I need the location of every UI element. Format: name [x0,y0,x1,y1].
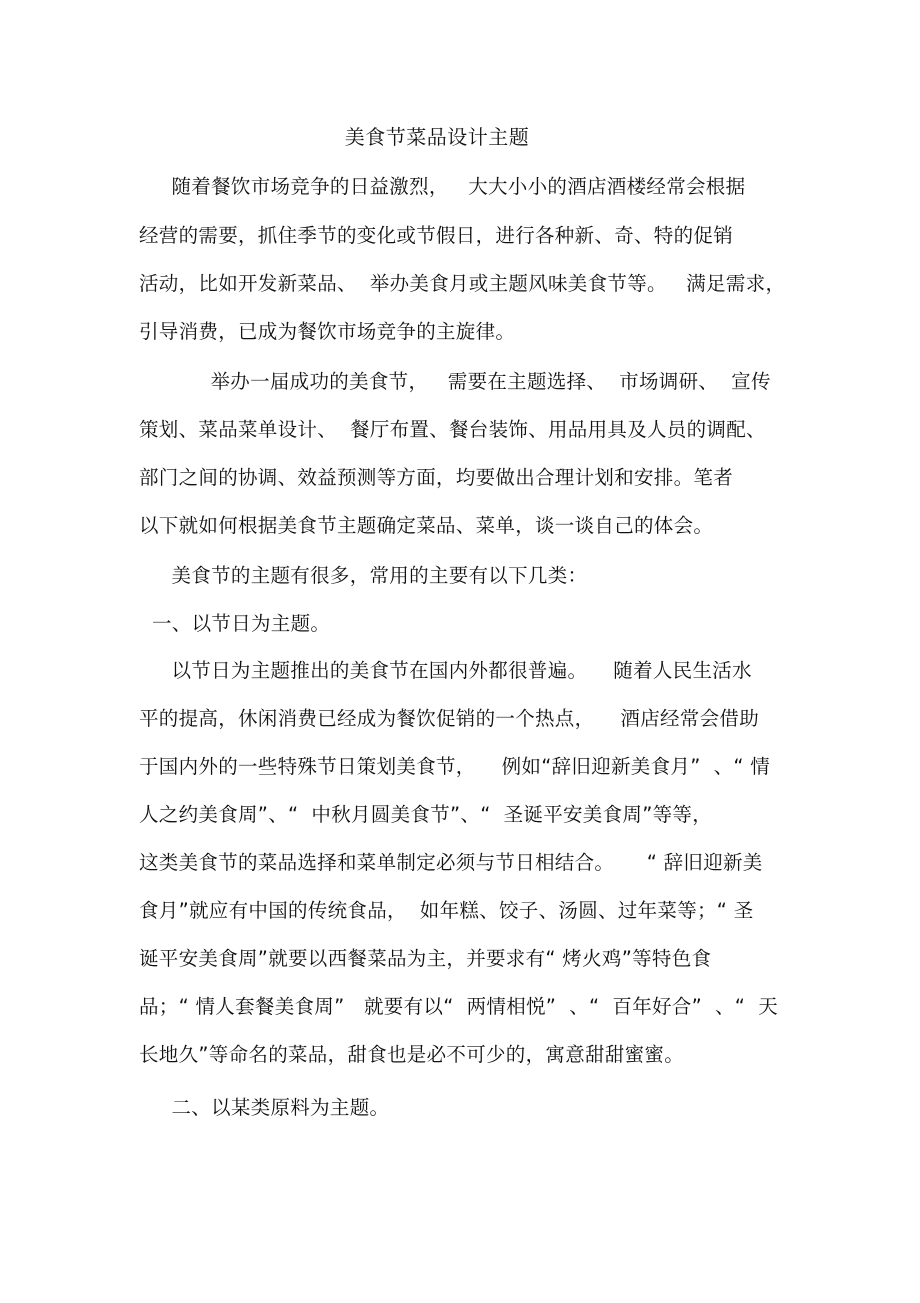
document-title: 美食节菜品设计主题 [344,125,530,149]
section-heading: 二、以某类原料为主题。 [139,1096,390,1119]
paragraph-line: 经营的需要，抓住季节的变化或节假日，进行各种新、奇、特的促销 [139,224,734,247]
paragraph-line: 诞平安美食周”就要以西餐菜品为主，并要求有“ 烤火鸡”等特色食 [139,947,712,970]
paragraph-line: 随着餐饮市场竞争的日益激烈， 大大小小的酒店酒楼经常会根据 [139,175,746,198]
paragraph-line: 平的提高，休闲消费已经成为餐饮促销的一个热点， 酒店经常会借助 [139,707,759,730]
paragraph-line: 引导消费，已成为餐饮市场竞争的主旋律。 [139,320,516,343]
paragraph-line: 这类美食节的菜品选择和菜单制定必须与节日相结合。 “ 辞旧迎新美 [139,851,763,874]
paragraph-line: 人之约美食周”、“ 中秋月圆美食节”、“ 圣诞平安美食周”等等， [139,803,713,826]
paragraph-line: 品；“ 情人套餐美食周” 就要有以“ 两情相悦” 、“ 百年好合” 、“ 天 [139,995,778,1018]
paragraph-line: 食月”就应有中国的传统食品， 如年糕、饺子、汤圆、过年菜等；“ 圣 [139,899,754,922]
paragraph-line: 于国内外的一些特殊节日策划美食节， 例如“辞旧迎新美食月” 、“ 情 [139,755,771,778]
paragraph-line: 策划、菜品菜单设计、 餐厅布置、餐台装饰、用品用具及人员的调配、 [139,418,766,441]
paragraph-line: 以下就如何根据美食节主题确定菜品、菜单，谈一谈自己的体会。 [139,514,714,537]
paragraph-line: 以节日为主题推出的美食节在国内外都很普遍。 随着人民生活水 [139,659,752,682]
paragraph-line: 活动，比如开发新菜品、 举办美食月或主题风味美食节等。 满足需求， [139,272,786,295]
paragraph-line: 长地久”等命名的菜品，甜食也是必不可少的，寓意甜甜蜜蜜。 [139,1043,685,1066]
paragraph-line: 美食节的主题有很多，常用的主要有以下几类： [139,564,588,587]
section-heading: 一、以节日为主题。 [139,612,331,635]
paragraph-line: 举办一届成功的美食节， 需要在主题选择、 市场调研、 宣传 [139,370,771,393]
paragraph-line: 部门之间的协调、效益预测等方面，均要做出合理计划和安排。笔者 [139,466,734,489]
